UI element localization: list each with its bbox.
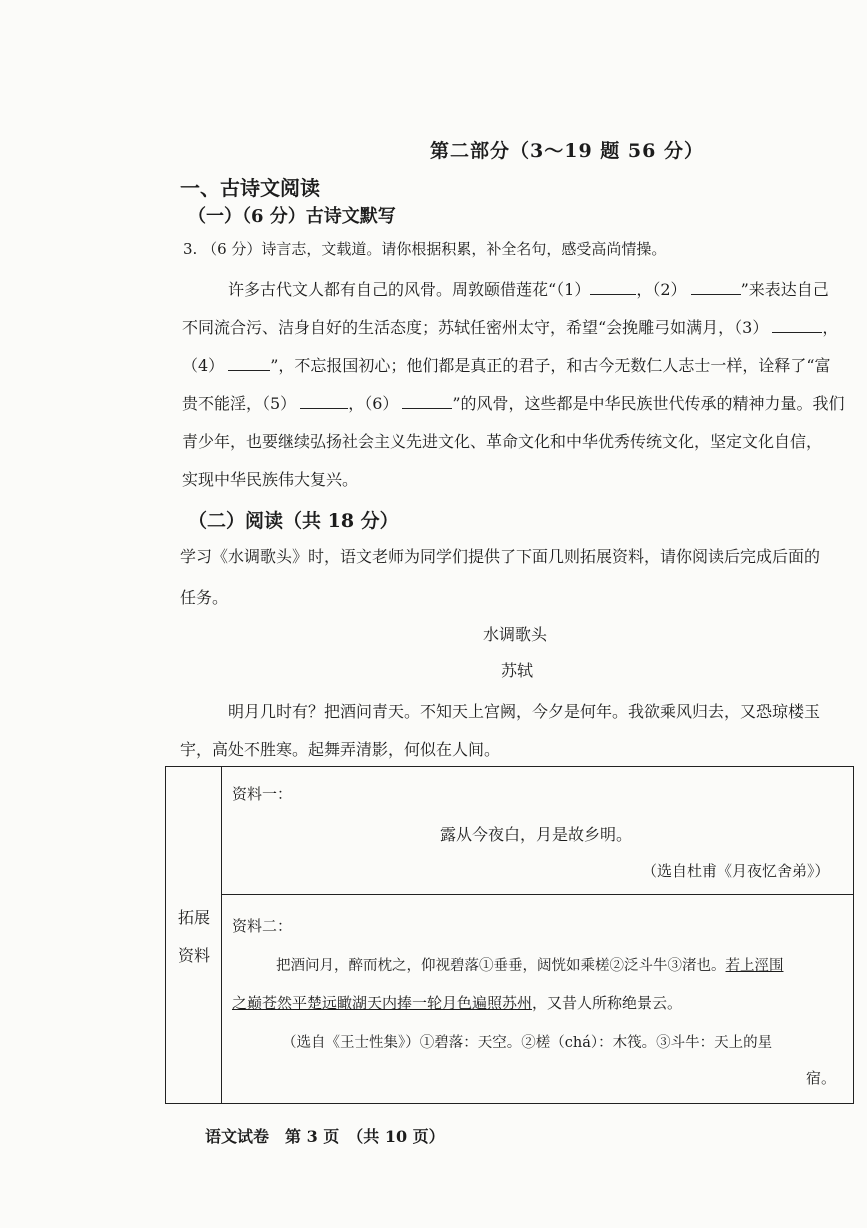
subsection-heading-reading: （二）阅读（共 18 分） [188, 510, 399, 532]
blank-3 [772, 316, 822, 333]
table-row-divider [221, 894, 853, 895]
material-2-line-2: 之巅苍然平楚远瞰湖天内捧一轮月色遍照苏州，又昔人所称绝景云。 [232, 994, 683, 1012]
blank-2 [691, 278, 741, 295]
page-footer: 语文试卷 第 3 页 （共 10 页） [205, 1127, 445, 1146]
question-3: 3. （6 分）诗言志，文载道。请你根据积累，补全名句，感受高尚情操。 [183, 240, 667, 258]
poem-line-2: 宇，高处不胜寒。起舞弄清影，何似在人间。 [180, 740, 501, 759]
poem-title: 水调歌头 [483, 625, 548, 644]
para-line-6: 实现中华民族伟大复兴。 [182, 470, 359, 489]
section-heading-ancient-poetry: 一、古诗文阅读 [180, 176, 320, 200]
material-2-title: 资料二： [232, 917, 293, 935]
reading-intro-line-2: 任务。 [180, 588, 229, 607]
part-title: 第二部分（3～19 题 56 分） [430, 140, 704, 162]
table-column-divider [221, 767, 222, 1103]
blank-5 [300, 392, 348, 409]
material-2-line-1: 把酒问月，醉而枕之，仰视碧落①垂垂，闼恍如乘槎②泛斗牛③渚也。若上涇围 [276, 958, 784, 974]
poem-line-1: 明月几时有？把酒问青天。不知天上宫阙，今夕是何年。我欲乘风归去，又恐琼楼玉 [228, 702, 821, 721]
material-1-title: 资料一： [232, 785, 293, 803]
blank-4 [228, 354, 270, 371]
para-line-1: 许多古代文人都有自己的风骨。周敦颐借莲花“（1） ，（2） ”来表达自己 [228, 280, 829, 299]
extension-label-line-2: 资料 [178, 946, 211, 965]
para-line-2: 不同流合污、洁身自好的生活态度；苏轼任密州太守，希望“会挽雕弓如满月，（3） ， [182, 318, 839, 337]
para-line-3: （4） ”，不忘报国初心；他们都是真正的君子，和古今无数仁人志士一样，诠释了“富 [182, 356, 831, 375]
para-line-4: 贵不能淫，（5） ，（6） ”的风骨，这些都是中华民族世代传承的精神力量。我们 [182, 394, 845, 413]
poem-author: 苏轼 [501, 661, 534, 680]
material-1-source: （选自杜甫《月夜忆舍弟》） [642, 862, 830, 880]
material-2-note-line-1: （选自《王士性集》）①碧落：天空。②槎（chá）：木筏。③斗牛：天上的星 [282, 1035, 773, 1051]
subsection-heading-recitation: （一）（6 分）古诗文默写 [188, 206, 396, 227]
reading-intro-line-1: 学习《水调歌头》时，语文老师为同学们提供了下面几则拓展资料，请你阅读后完成后面的 [180, 547, 821, 566]
extension-materials-table [165, 766, 854, 1104]
blank-6 [402, 392, 452, 409]
extension-label-line-1: 拓展 [178, 908, 211, 927]
material-2-note-line-2: 宿。 [806, 1069, 837, 1087]
blank-1 [590, 278, 636, 295]
para-line-5: 青少年，也要继续弘扬社会主义先进文化、革命文化和中华优秀传统文化，坚定文化自信， [182, 432, 823, 451]
material-1-text: 露从今夜白，月是故乡明。 [440, 825, 633, 844]
